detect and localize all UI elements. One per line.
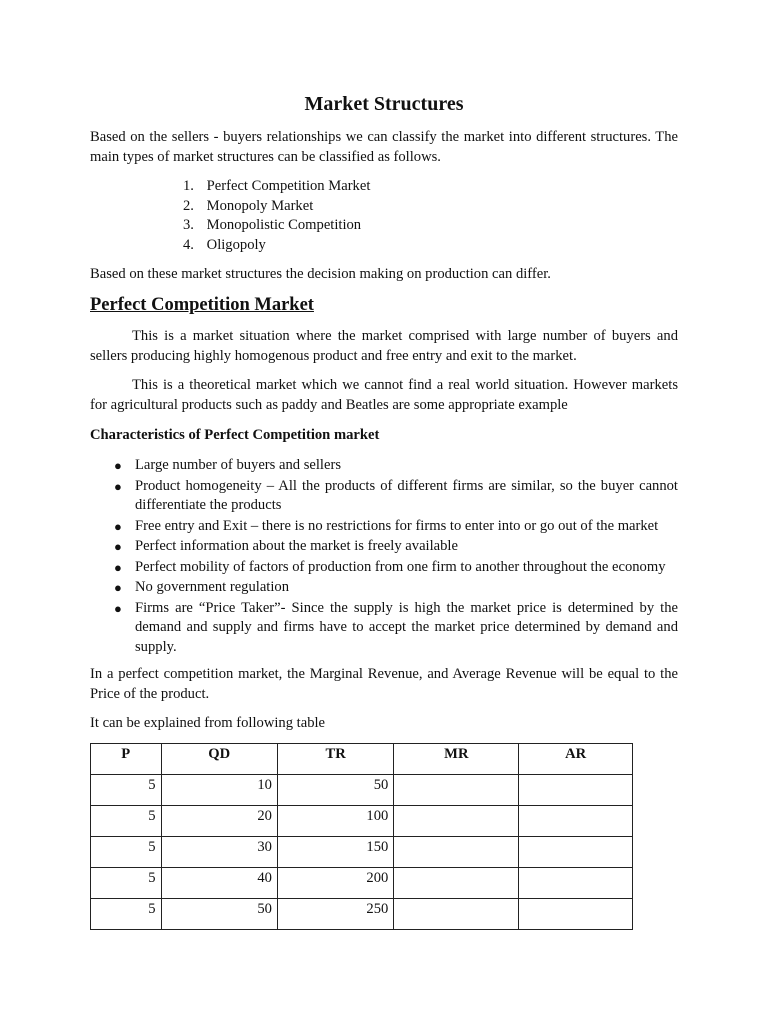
cell-qd: 40 bbox=[161, 868, 277, 899]
list-item bbox=[114, 558, 678, 578]
list-item bbox=[114, 537, 678, 557]
cell-tr: 150 bbox=[277, 837, 393, 868]
cell-mr bbox=[394, 899, 519, 930]
list-number: 1. bbox=[183, 178, 194, 194]
list-item bbox=[114, 578, 678, 598]
list-text: Product homogeneity – All the products of different firms are similar, so the buyer cannot differentiate the products bbox=[135, 477, 678, 513]
characteristics-heading: Characteristics of Perfect Competition market bbox=[90, 427, 380, 443]
page-title: Market Structures bbox=[304, 93, 464, 115]
bullet-icon: ● bbox=[114, 559, 122, 575]
list-label: Monopoly Market bbox=[206, 197, 314, 214]
cell-mr bbox=[394, 837, 519, 868]
characteristics-list bbox=[114, 456, 678, 658]
intro-paragraph: Based on the sellers - buyers relationships we can classify the market into different structures. The main types of market structures can be classified as follows. bbox=[90, 129, 678, 165]
col-header-tr: TR bbox=[277, 744, 393, 775]
table-intro: It can be explained from following table bbox=[90, 715, 326, 731]
bullet-icon: ● bbox=[114, 478, 122, 494]
bullet-icon: ● bbox=[114, 580, 122, 595]
col-header-mr: MR bbox=[394, 744, 519, 775]
revenue-paragraph: In a perfect competition market, the Marginal Revenue, and Average Revenue will be equal to the Price of the product. bbox=[90, 666, 678, 702]
cell-qd: 20 bbox=[161, 806, 277, 837]
cell-qd: 50 bbox=[161, 899, 277, 930]
table-row bbox=[91, 868, 633, 899]
table-row bbox=[91, 806, 633, 837]
list-text: Perfect information about the market is freely available bbox=[135, 538, 458, 554]
cell-mr bbox=[394, 868, 519, 899]
cell-ar bbox=[519, 837, 633, 868]
list-item bbox=[114, 517, 678, 537]
list-item bbox=[183, 236, 370, 256]
col-header-qd: QD bbox=[161, 744, 277, 775]
bullet-icon: ● bbox=[114, 600, 122, 616]
list-item bbox=[183, 177, 370, 197]
list-label: Perfect Competition Market bbox=[206, 178, 371, 194]
table-row bbox=[91, 837, 633, 868]
bullet-icon: ● bbox=[114, 539, 122, 554]
cell-p: 5 bbox=[91, 899, 162, 930]
list-text: Large number of buyers and sellers bbox=[135, 457, 342, 473]
market-types-list bbox=[183, 177, 370, 255]
col-header-p: P bbox=[91, 744, 162, 775]
list-number: 3. bbox=[183, 217, 194, 233]
example-paragraph: This is a theoretical market which we cannot find a real world situation. However markets for agricultural products such as paddy and Beatles are some appropriate example bbox=[90, 377, 678, 413]
table-row bbox=[91, 775, 633, 806]
cell-mr bbox=[394, 806, 519, 837]
cell-ar bbox=[519, 806, 633, 837]
list-item bbox=[183, 216, 370, 236]
bullet-icon: ● bbox=[114, 458, 122, 473]
cell-p: 5 bbox=[91, 775, 162, 806]
table-row bbox=[91, 899, 633, 930]
list-text: Perfect mobility of factors of production from one firm to another throughout the economy bbox=[135, 558, 666, 575]
list-text: Free entry and Exit – there is no restrictions for firms to enter into or go out of the market bbox=[135, 517, 659, 534]
table-header-row bbox=[91, 744, 633, 775]
cell-p: 5 bbox=[91, 837, 162, 868]
cell-mr bbox=[394, 775, 519, 806]
cell-p: 5 bbox=[91, 868, 162, 899]
list-number: 4. bbox=[183, 236, 194, 253]
cell-tr: 50 bbox=[277, 775, 393, 806]
cell-ar bbox=[519, 868, 633, 899]
list-item bbox=[114, 456, 678, 476]
list-label: Oligopoly bbox=[206, 236, 266, 253]
list-label: Monopolistic Competition bbox=[206, 217, 362, 233]
cell-p: 5 bbox=[91, 806, 162, 837]
list-item bbox=[114, 599, 678, 658]
cell-ar bbox=[519, 899, 633, 930]
bullet-icon: ● bbox=[114, 518, 122, 534]
cell-tr: 250 bbox=[277, 899, 393, 930]
col-header-ar: AR bbox=[519, 744, 633, 775]
list-item bbox=[114, 477, 678, 516]
cell-qd: 10 bbox=[161, 775, 277, 806]
cell-qd: 30 bbox=[161, 837, 277, 868]
section-heading: Perfect Competition Market bbox=[90, 295, 314, 315]
revenue-table bbox=[90, 743, 633, 930]
list-text: Firms are “Price Taker”- Since the supply is high the market price is determined by the demand and supply and firms have to accept the market price determined by demand and supply. bbox=[135, 599, 678, 655]
list-item bbox=[183, 197, 370, 217]
cell-tr: 100 bbox=[277, 806, 393, 837]
definition-paragraph: This is a market situation where the market comprised with large number of buyers and sellers producing highly homogenous product and free entry and exit to the market. bbox=[90, 328, 678, 364]
list-text: No government regulation bbox=[135, 579, 290, 595]
cell-tr: 200 bbox=[277, 868, 393, 899]
cell-ar bbox=[519, 775, 633, 806]
list-number: 2. bbox=[183, 197, 194, 214]
differ-paragraph: Based on these market structures the decision making on production can differ. bbox=[90, 266, 551, 282]
